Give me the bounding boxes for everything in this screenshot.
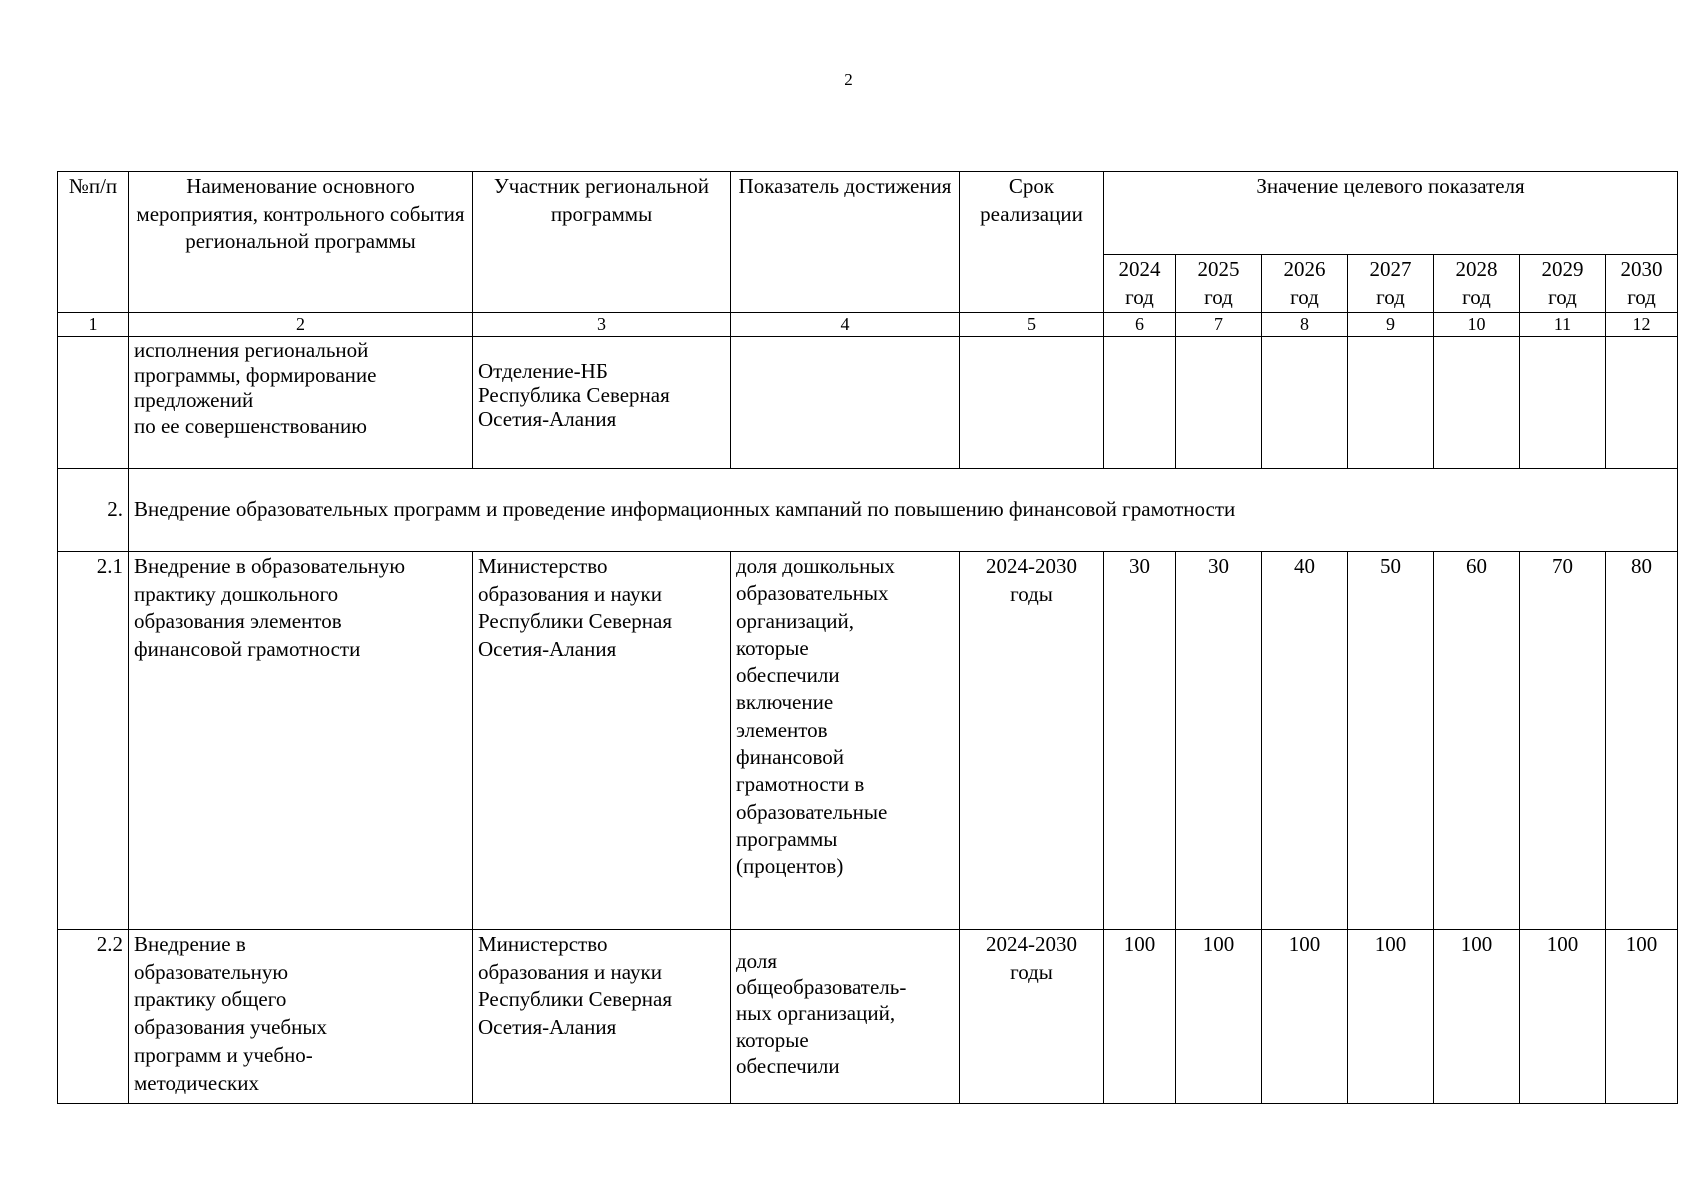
header-year: 2027 год	[1348, 255, 1434, 313]
column-number: 2	[129, 313, 473, 337]
header-term: Срок реализации	[960, 172, 1104, 313]
row-value	[1434, 336, 1520, 468]
row-value: 100	[1434, 929, 1520, 1103]
row-value: 100	[1520, 929, 1606, 1103]
row-term: 2024-2030 годы	[960, 551, 1104, 929]
header-year: 2026 год	[1262, 255, 1348, 313]
header-row	[58, 172, 1678, 255]
column-number: 8	[1262, 313, 1348, 337]
row-value: 100	[1606, 929, 1678, 1103]
header-year: 2025 год	[1176, 255, 1262, 313]
row-value: 100	[1104, 929, 1176, 1103]
row-value: 80	[1606, 551, 1678, 929]
row-indicator: доля общеобразователь- ных организаций, которые обеспечили	[731, 929, 960, 1103]
target-indicators-table	[57, 171, 1678, 1104]
column-number: 5	[960, 313, 1104, 337]
table-row	[58, 929, 1678, 1103]
row-participant: Министерство образования и науки Республики Северная Осетия-Алания	[473, 929, 731, 1103]
row-participant: Министерство образования и науки Республики Северная Осетия-Алания	[473, 551, 731, 929]
row-event-name: Внедрение в образовательную практику дошкольного образования элементов финансовой грамотности	[129, 551, 473, 929]
column-number: 9	[1348, 313, 1434, 337]
header-year: 2028 год	[1434, 255, 1520, 313]
header-year: 2024 год	[1104, 255, 1176, 313]
row-value: 60	[1434, 551, 1520, 929]
row-value	[1520, 336, 1606, 468]
row-value: 100	[1176, 929, 1262, 1103]
row-event-name: Внедрение в образовательную практику общего образования учебных программ и учебно- методических	[129, 929, 473, 1103]
column-number-row	[58, 313, 1678, 337]
row-value: 50	[1348, 551, 1434, 929]
column-number: 3	[473, 313, 731, 337]
row-value	[1176, 336, 1262, 468]
column-number: 1	[58, 313, 129, 337]
row-term: 2024-2030 годы	[960, 929, 1104, 1103]
row-value	[1606, 336, 1678, 468]
row-value: 100	[1262, 929, 1348, 1103]
row-value	[1348, 336, 1434, 468]
row-number: 2.2	[58, 929, 129, 1103]
row-value: 70	[1520, 551, 1606, 929]
row-value	[1104, 336, 1176, 468]
header-year: 2030 год	[1606, 255, 1678, 313]
row-value	[1262, 336, 1348, 468]
column-number: 7	[1176, 313, 1262, 337]
row-event-name: исполнения региональной программы, формирование предложений по ее совершенствованию	[129, 336, 473, 468]
section-title: Внедрение образовательных программ и проведение информационных кампаний по повышению финансовой грамотности	[129, 468, 1678, 551]
row-value: 100	[1348, 929, 1434, 1103]
table-row	[58, 336, 1678, 468]
column-number: 11	[1520, 313, 1606, 337]
row-value: 30	[1104, 551, 1176, 929]
column-number: 4	[731, 313, 960, 337]
row-value: 30	[1176, 551, 1262, 929]
header-event-name: Наименование основного мероприятия, контрольного события региональной программы	[129, 172, 473, 313]
section-row	[58, 468, 1678, 551]
header-participant: Участник региональной программы	[473, 172, 731, 313]
header-indicator: Показатель достижения	[731, 172, 960, 313]
row-participant: Отделение-НБ Республика Северная Осетия-Алания	[473, 336, 731, 468]
row-indicator: доля дошкольных образовательных организаций, которые обеспечили включение элементов финансовой грамотности в образовательные программы (процентов)	[731, 551, 960, 929]
row-term	[960, 336, 1104, 468]
row-indicator	[731, 336, 960, 468]
column-number: 12	[1606, 313, 1678, 337]
page-number: 2	[844, 70, 853, 89]
column-number: 6	[1104, 313, 1176, 337]
column-number: 10	[1434, 313, 1520, 337]
header-target-value: Значение целевого показателя	[1104, 172, 1678, 255]
section-number: 2.	[58, 468, 129, 551]
header-year: 2029 год	[1520, 255, 1606, 313]
row-number	[58, 336, 129, 468]
row-value: 40	[1262, 551, 1348, 929]
row-number: 2.1	[58, 551, 129, 929]
header-number: №п/п	[58, 172, 129, 313]
table-row	[58, 551, 1678, 929]
